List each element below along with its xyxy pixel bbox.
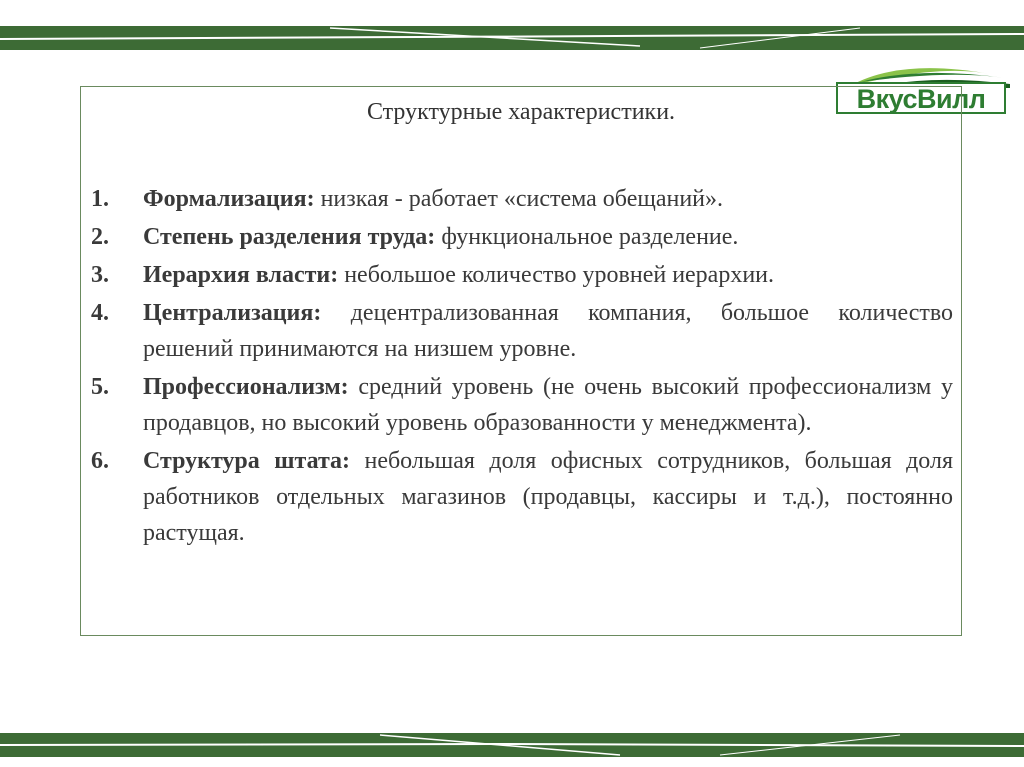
item-term: Структура штата:: [143, 448, 351, 474]
item-term: Иерархия власти:: [143, 262, 339, 288]
item-number: 3.: [91, 262, 109, 288]
slide-title: Структурные характеристики.: [366, 99, 676, 125]
list-item: [91, 443, 953, 551]
characteristics-list: [91, 181, 953, 553]
logo-wordmark: ВкусВилл: [836, 82, 1006, 114]
item-text: небольшая доля офисных сотрудников, большая доля работников отдельных магазинов (продавцы, кассиры и т.д.), постоянно растущая.: [143, 448, 953, 546]
item-number: 1.: [91, 186, 109, 212]
item-text: децентрализованная компания, большое количество решений принимаются на низшем уровне.: [143, 300, 953, 362]
item-text: средний уровень (не очень высокий профессионализм у продавцов, но высокий уровень образованности у менеджмента).: [143, 374, 953, 436]
top-decorative-band: [0, 26, 1024, 50]
item-text: низкая - работает «система обещаний».: [314, 186, 724, 212]
item-number: 5.: [91, 374, 109, 400]
item-number: 4.: [91, 300, 109, 326]
bottom-decorative-band: [0, 733, 1024, 757]
item-text: функциональное разделение.: [435, 224, 739, 250]
item-number: 2.: [91, 224, 109, 250]
content-box: [80, 86, 962, 636]
list-item: [91, 369, 953, 441]
item-number: 6.: [91, 448, 109, 474]
list-item: [91, 181, 953, 217]
item-term: Профессионализм:: [143, 374, 349, 400]
list-item: [91, 295, 953, 367]
item-term: Формализация:: [143, 186, 315, 212]
item-text: небольшое количество уровней иерархии.: [338, 262, 775, 288]
item-term: Централизация:: [143, 300, 322, 326]
item-term: Степень разделения труда:: [143, 224, 436, 250]
list-item: [91, 219, 953, 255]
list-item: [91, 257, 953, 293]
